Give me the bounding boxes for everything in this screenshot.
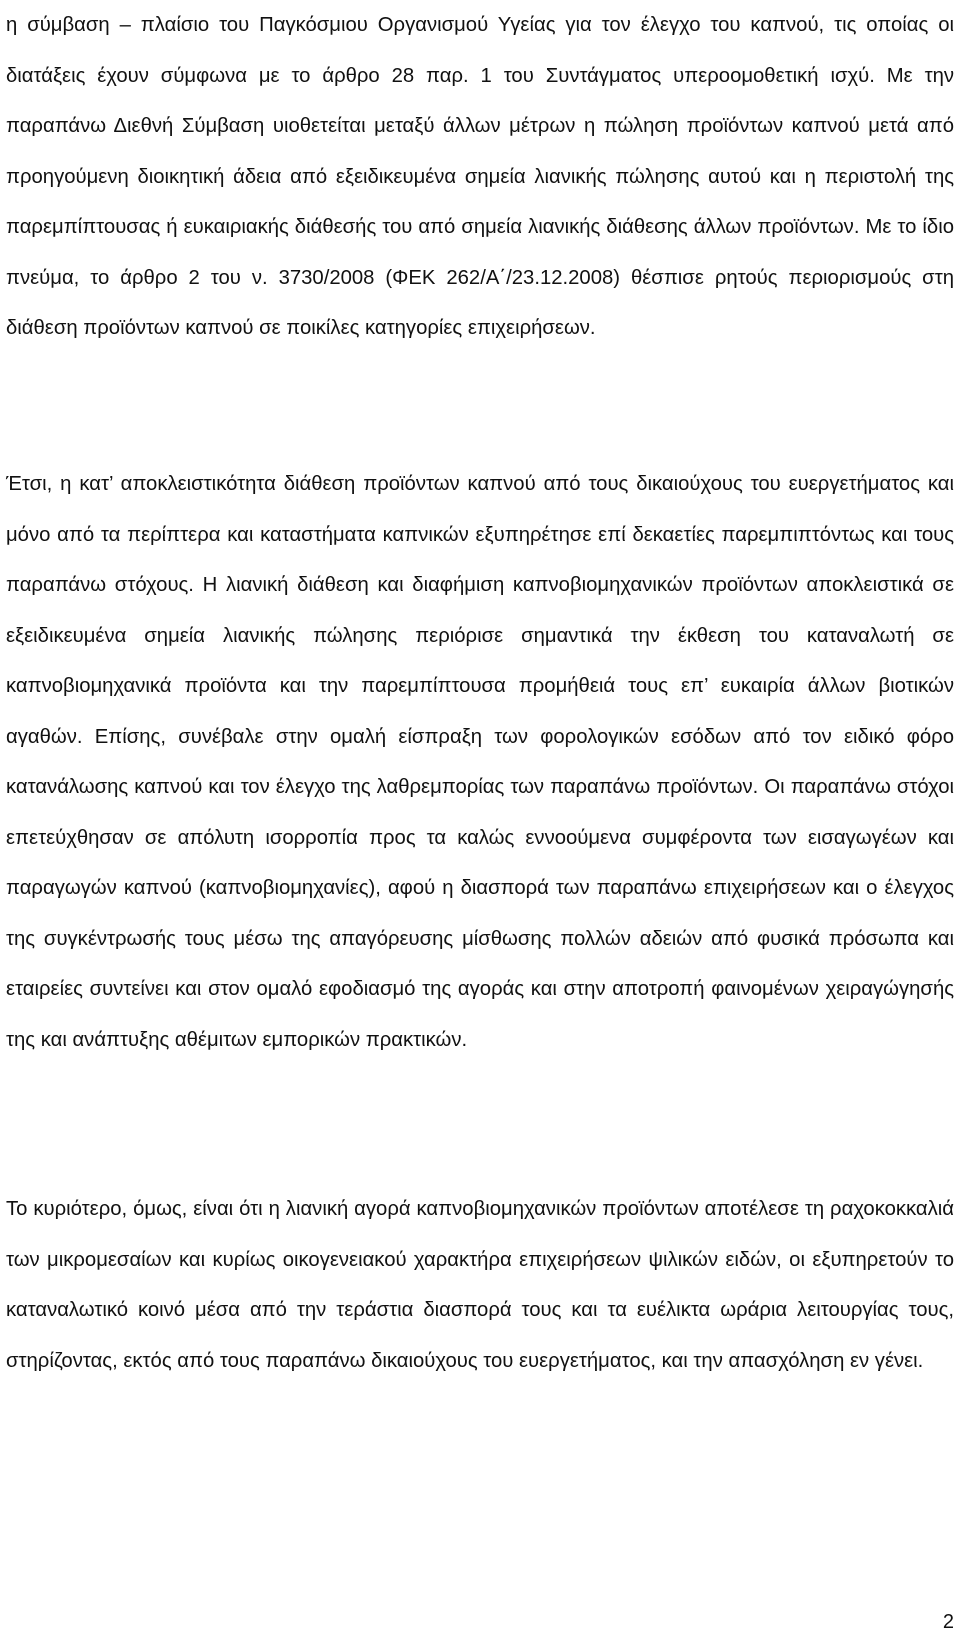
paragraph-3: Το κυριότερο, όμως, είναι ότι η λιανική αγορά καπνοβιομηχανικών προϊόντων αποτέλεσε τη ραχοκοκκαλιά των μικρομεσαίων και κυρίως οικογενειακού χαρακτήρα επιχειρήσεων ψιλικών ειδών, οι εξυπηρετούν το καταναλωτικό κοινό μέσα από την τεράστια διασπορά τους και τα ευέλικτα ωράρια λειτουργίας τους, στηρίζοντας, εκτός από τους παραπάνω δικαιούχους του ευεργετήματος, και την απασχόληση εν γένει. [6,1198,954,1372]
paragraph-2: Έτσι, η κατ’ αποκλειστικότητα διάθεση προϊόντων καπνού από τους δικαιούχους του ευεργετήματος και μόνο από τα περίπτερα και καταστήματα καπνικών εξυπηρέτησε επί δεκαετίες παρεμπιπτόντως και τους παραπάνω στόχους. Η λιανική διάθεση και διαφήμιση καπνοβιομηχανικών προϊόντων αποκλειστικά σε εξειδικευμένα σημεία λιανικής πώλησης περιόρισε σημαντικά την έκθεση του καταναλωτή σε καπνοβιομηχανικά προϊόντα και την παρεμπίπτουσα προμήθειά τους επ’ ευκαιρία άλλων βιοτικών αγαθών. Επίσης, συνέβαλε στην ομαλή είσπραξη των φορολογικών εσόδων από τον ειδικό φόρο κατανάλωσης καπνού και τον έλεγχο της λαθρεμπορίας των παραπάνω προϊόντων. Οι παραπάνω στόχοι επετεύχθησαν σε απόλυτη ισορροπία προς τα καλώς εννοούμενα συμφέροντα των εισαγωγέων και παραγωγών καπνού (καπνοβιομηχανίες), αφού η διασπορά των παραπάνω επιχειρήσεων και ο έλεγχος της συγκέντρωσής τους μέσω της απαγόρευσης μίσθωσης πολλών αδειών από φυσικά πρόσωπα και εταιρείες συντείνει και στον ομαλό εφοδιασμό της αγοράς και στην αποτροπή φαινομένων χειραγώγησής της και ανάπτυξης αθέμιτων εμπορικών πρακτικών. [6,473,954,1051]
page-number: 2 [942,1611,954,1633]
paragraph-1: η σύμβαση – πλαίσιο του Παγκόσμιου Οργανισμού Υγείας για τον έλεγχο του καπνού, τις οποίας οι διατάξεις έχουν σύμφωνα με το άρθρο 28 παρ. 1 του Συντάγματος υπεροομοθετική ισχύ. Με την παραπάνω Διεθνή Σύμβαση υιοθετείται μεταξύ άλλων μέτρων η πώληση προϊόντων καπνού μετά από προηγούμενη διοικητική άδεια από εξειδικευμένα σημεία λιανικής πώλησης αυτού και η περιστολή της παρεμπίπτουσας ή ευκαιριακής διάθεσής του από σημεία λιανικής διάθεσης άλλων προϊόντων. Με το ίδιο πνεύμα, το άρθρο 2 του ν. 3730/2008 (ΦΕΚ 262/Α΄/23.12.2008) θέσπισε ρητούς περιορισμούς στη διάθεση προϊόντων καπνού σε ποικίλες κατηγορίες επιχειρήσεων. [6,14,954,339]
